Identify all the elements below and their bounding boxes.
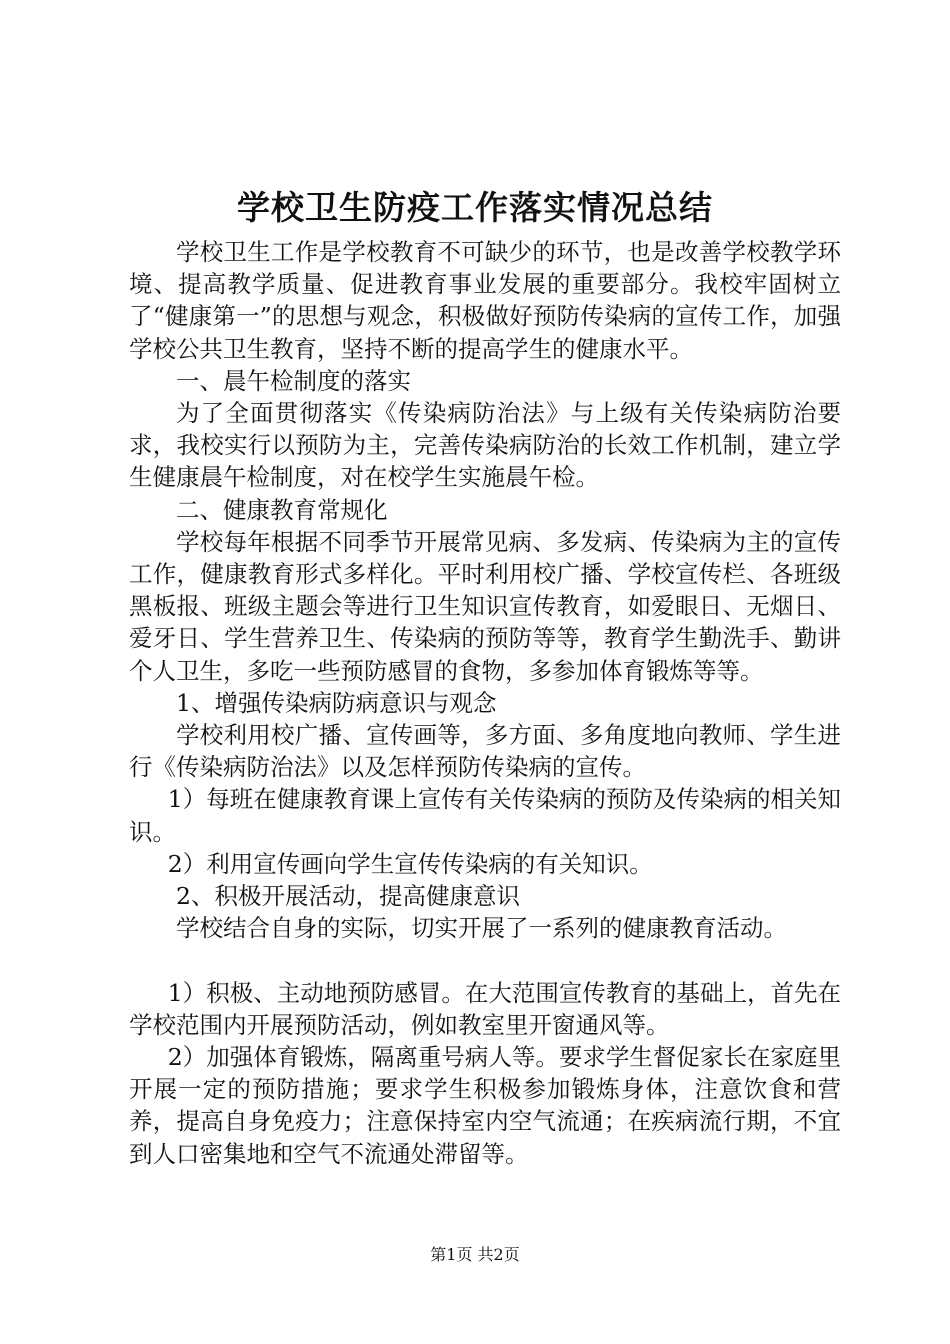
list-item-class-education: 1）每班在健康教育课上宣传有关传染病的预防及传染病的相关知识。 [129, 785, 841, 846]
subsection-heading-activities: 2、积极开展活动，提高健康意识 [176, 882, 520, 911]
list-item-posters: 2）利用宣传画向学生宣传传染病的有关知识。 [167, 849, 653, 878]
paragraph-spacer [129, 944, 841, 976]
morning-check-paragraph: 为了全面贯彻落实《传染病防治法》与上级有关传染病防治要求，我校实行以预防为主，完善传染病防治的长效工作机制，建立学生健康晨午检制度，对在校学生实施晨午检。 [129, 399, 841, 492]
list-item-exercise: 2）加强体育锻炼，隔离重号病人等。要求学生督促家长在家庭里开展一定的预防措施；要求学生积极参加锻炼身体，注意饮食和营养，提高自身免疫力；注意保持室内空气流通；在疾病流行期，不宜到人口密集地和空气不流通处滞留等。 [129, 1043, 841, 1168]
activities-paragraph: 学校结合自身的实际，切实开展了一系列的健康教育活动。 [176, 914, 787, 943]
intro-paragraph: 学校卫生工作是学校教育不可缺少的环节，也是改善学校教学环境、提高教学质量、促进教育事业发展的重要部分。我校牢固树立了“健康第一”的思想与观念，积极做好预防传染病的宣传工作，加强学校公共卫生教育，坚持不断的提高学生的健康水平。 [129, 238, 841, 363]
page-footer: 第1页 共2页 [430, 1245, 520, 1264]
section-heading-health-education: 二、健康教育常规化 [176, 495, 388, 524]
health-education-paragraph: 学校每年根据不同季节开展常见病、多发病、传染病为主的宣传工作，健康教育形式多样化。平时利用校广播、学校宣传栏、各班级黑板报、班级主题会等进行卫生知识宣传教育，如爱眼日、无烟日、爱牙日、学生营养卫生、传染病的预防等等，教育学生勤洗手、勤讲个人卫生，多吃一些预防感冒的食物，多参加体育锻炼等等。 [129, 527, 841, 685]
list-item-prevent-cold: 1）积极、主动地预防感冒。在大范围宣传教育的基础上，首先在学校范围内开展预防活动，例如教室里开窗通风等。 [129, 978, 841, 1039]
awareness-paragraph: 学校利用校广播、宣传画等，多方面、多角度地向教师、学生进行《传染病防治法》以及怎样预防传染病的宣传。 [129, 721, 841, 782]
document-body [129, 236, 841, 1170]
document-title: 学校卫生防疫工作落实情况总结 [237, 188, 713, 227]
section-heading-morning-check: 一、晨午检制度的落实 [176, 366, 411, 395]
subsection-heading-awareness: 1、增强传染病防病意识与观念 [176, 688, 497, 717]
